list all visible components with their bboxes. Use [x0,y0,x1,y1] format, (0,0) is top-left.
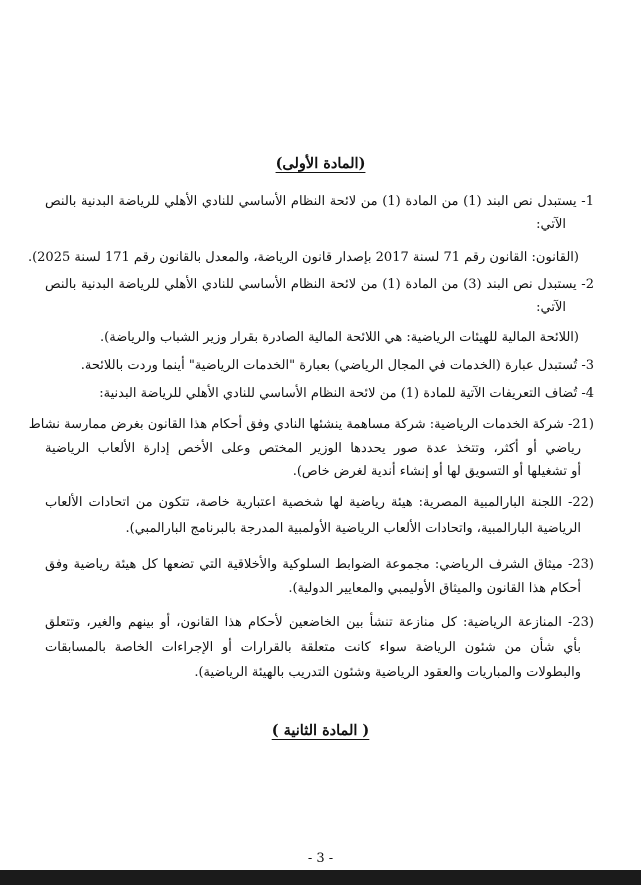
definition-23b-line-2: بأي شأن من شئون الرياضة سواء كانت متعلقة بالقرارات أو الإجراءات الخاصة بالمسابقات [45,640,581,655]
definition-22-line-1: (22- اللجنة البارالمبية المصرية: هيئة رياضية لها شخصية اعتبارية خاصة، تتكون من اتحادات الألعاب [45,495,594,510]
definition-23b-line-3: والبطولات والمباريات والعقود الرياضية وشئون التدريب بالهيئة الرياضية). [194,665,581,680]
clause-1-text: (القانون: القانون رقم 71 لسنة 2017 بإصدار قانون الرياضة، والمعدل بالقانون رقم 171 لسنة 2025). [27,250,579,265]
page-number: - 3 - [307,851,334,866]
article-2-heading: ( المادة الثانية ) [271,722,370,739]
clause-1-line-1: 1- يستبدل نص البند (1) من المادة (1) من لائحة النظام الأساسي للنادي الأهلي للرياضة البدنية بالنص [45,194,594,209]
clause-4: 4- تُضاف التعريفات الآتية للمادة (1) من لائحة النظام الأساسي للنادي الأهلي للرياضة البدنية: [99,386,594,401]
bottom-dark-strip [0,870,641,885]
clause-1-line-2: الآتي: [536,217,566,232]
definition-23a-line-1: (23- ميثاق الشرف الرياضي: مجموعة الضوابط السلوكية والأخلاقية التي تضعها كل هيئة رياضية وفق [45,557,594,572]
clause-2-line-1: 2- يستبدل نص البند (3) من المادة (1) من لائحة النظام الأساسي للنادي الأهلي للرياضة البدنية بالنص [45,277,594,292]
definition-22-line-2: الرياضية البارالمبية، واتحادات الألعاب الرياضية الأولمبية المدرجة بالبرنامج البارالمبي). [125,521,581,536]
definition-21-line-3: أو تشغيلها أو التسويق لها أو إنشاء أندية لغرض خاص). [292,464,581,479]
clause-3: 3- تُستبدل عبارة (الخدمات في المجال الرياضي) بعبارة "الخدمات الرياضية" أينما وردت باللائحة. [80,358,594,373]
clause-2-text: (اللائحة المالية للهيئات الرياضية: هي اللائحة المالية الصادرة بقرار وزير الشباب والرياضة). [100,330,579,345]
clause-2-line-2: الآتي: [536,300,566,315]
article-1-heading: (المادة الأولى) [275,155,366,172]
definition-21-line-1: (21- شركة الخدمات الرياضية: شركة مساهمة ينشئها النادي وفق أحكام هذا القانون بغرض ممارسة نشاط [28,417,594,432]
definition-23b-line-1: (23- المنازعة الرياضية: كل منازعة تنشأ بين الخاضعين لأحكام هذا القانون، أو بينهم والغير، وتتعلق [45,615,594,630]
definition-21-line-2: رياضي أو أكثر، وتتخذ عدة صور يحددها الوزير المختص وعلى الأخص إدارة الألعاب الرياضية [45,441,581,456]
definition-23a-line-2: أحكام هذا القانون والميثاق الأوليمبي والمعايير الدولية). [288,581,581,596]
